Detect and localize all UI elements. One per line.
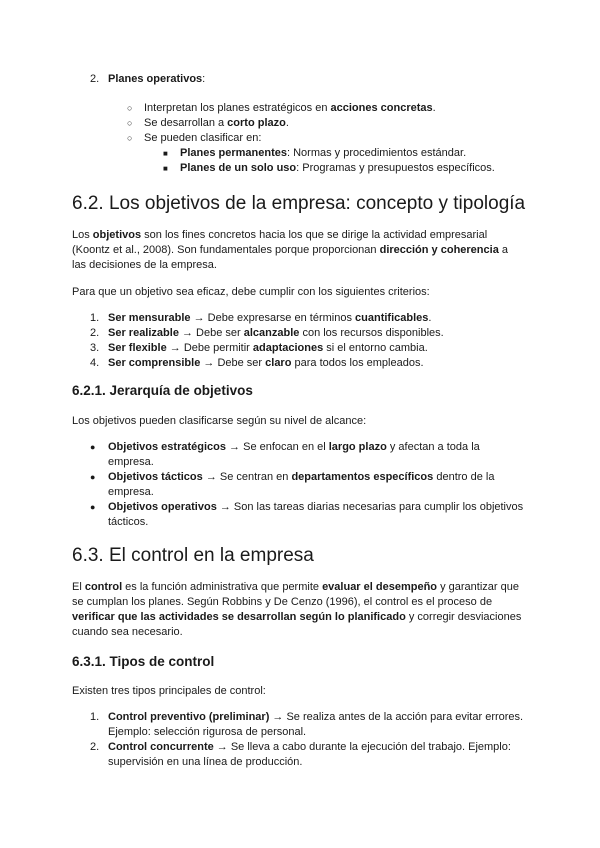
dot-bullet-icon: ● (90, 502, 96, 512)
hollow-bullet-icon: ○ (127, 133, 133, 143)
hierarchy-item: Objetivos tácticos → Se centran en departamentos específicos dentro de la empresa. (108, 471, 495, 498)
criteria-item: Ser flexible → Debe permitir adaptaciones si el entorno cambia. (108, 342, 428, 354)
control-type-item: Control concurrente → Se lleva a cabo durante la ejecución del trabajo. Ejemplo: supervisión en una línea de producción. (108, 741, 511, 768)
list-item-planes-operativos: Planes operativos: (108, 73, 206, 85)
section-heading-6-3: 6.3. El control en la empresa (72, 545, 314, 566)
paragraph-criterios: Para que un objetivo sea eficaz, debe cumplir con los siguientes criterios: (72, 286, 430, 298)
list-item: Se pueden clasificar en: (144, 132, 262, 144)
list-number: 4. (90, 357, 100, 369)
list-item: Planes permanentes: Normas y procedimientos estándar. (180, 147, 467, 159)
paragraph-objetivos: Los objetivos son los fines concretos hacia los que se dirige la actividad empresarial (Koontz et al., 2008). Son fundamentales porque proporcionan dirección y coherencia a las decisiones de la empresa. (72, 229, 508, 271)
criteria-item: Ser realizable → Debe ser alcanzable con los recursos disponibles. (108, 327, 444, 339)
dot-bullet-icon: ● (90, 442, 96, 452)
list-number: 2. (90, 73, 100, 85)
list-number: 2. (90, 741, 100, 753)
paragraph-jerarquia: Los objetivos pueden clasificarse según su nivel de alcance: (72, 415, 367, 427)
list-number: 1. (90, 312, 100, 324)
subsection-heading-6-2-1: 6.2.1. Jerarquía de objetivos (72, 383, 253, 398)
paragraph-control: El control es la función administrativa que permite evaluar el desempeño y garantizar que se cumplan los planes. Según Robbins y De Cenzo (1996), el control es el proceso de verificar que las actividades se desarrollan según lo planificado y corregir desviaciones cuando sea necesario. (72, 581, 522, 638)
section-heading-6-2: 6.2. Los objetivos de la empresa: concepto y tipología (72, 193, 526, 214)
criteria-item: Ser mensurable → Debe expresarse en términos cuantificables. (108, 312, 432, 324)
subsection-heading-6-3-1: 6.3.1. Tipos de control (72, 654, 215, 669)
list-item-title: Planes operativos (108, 73, 203, 85)
list-number: 3. (90, 342, 100, 354)
paragraph-tipos: Existen tres tipos principales de control: (72, 685, 266, 697)
list-item: Se desarrollan a corto plazo. (144, 117, 289, 129)
list-item: Planes de un solo uso: Programas y presupuestos específicos. (180, 162, 495, 174)
control-type-item: Control preventivo (preliminar) → Se realiza antes de la acción para evitar errores. Ejemplo: selección rigurosa de personal. (108, 711, 524, 738)
list-number: 1. (90, 711, 100, 723)
dot-bullet-icon: ● (90, 472, 96, 482)
square-bullet-icon: ■ (163, 149, 168, 158)
square-bullet-icon: ■ (163, 164, 168, 173)
hollow-bullet-icon: ○ (127, 118, 133, 128)
list-item: Interpretan los planes estratégicos en acciones concretas. (144, 102, 436, 114)
hierarchy-item: Objetivos estratégicos → Se enfocan en el largo plazo y afectan a toda la empresa. (108, 441, 480, 468)
list-number: 2. (90, 327, 100, 339)
criteria-item: Ser comprensible → Debe ser claro para todos los empleados. (108, 357, 424, 369)
hierarchy-item: Objetivos operativos → Son las tareas diarias necesarias para cumplir los objetivos tácticos. (108, 501, 524, 528)
hollow-bullet-icon: ○ (127, 103, 133, 113)
